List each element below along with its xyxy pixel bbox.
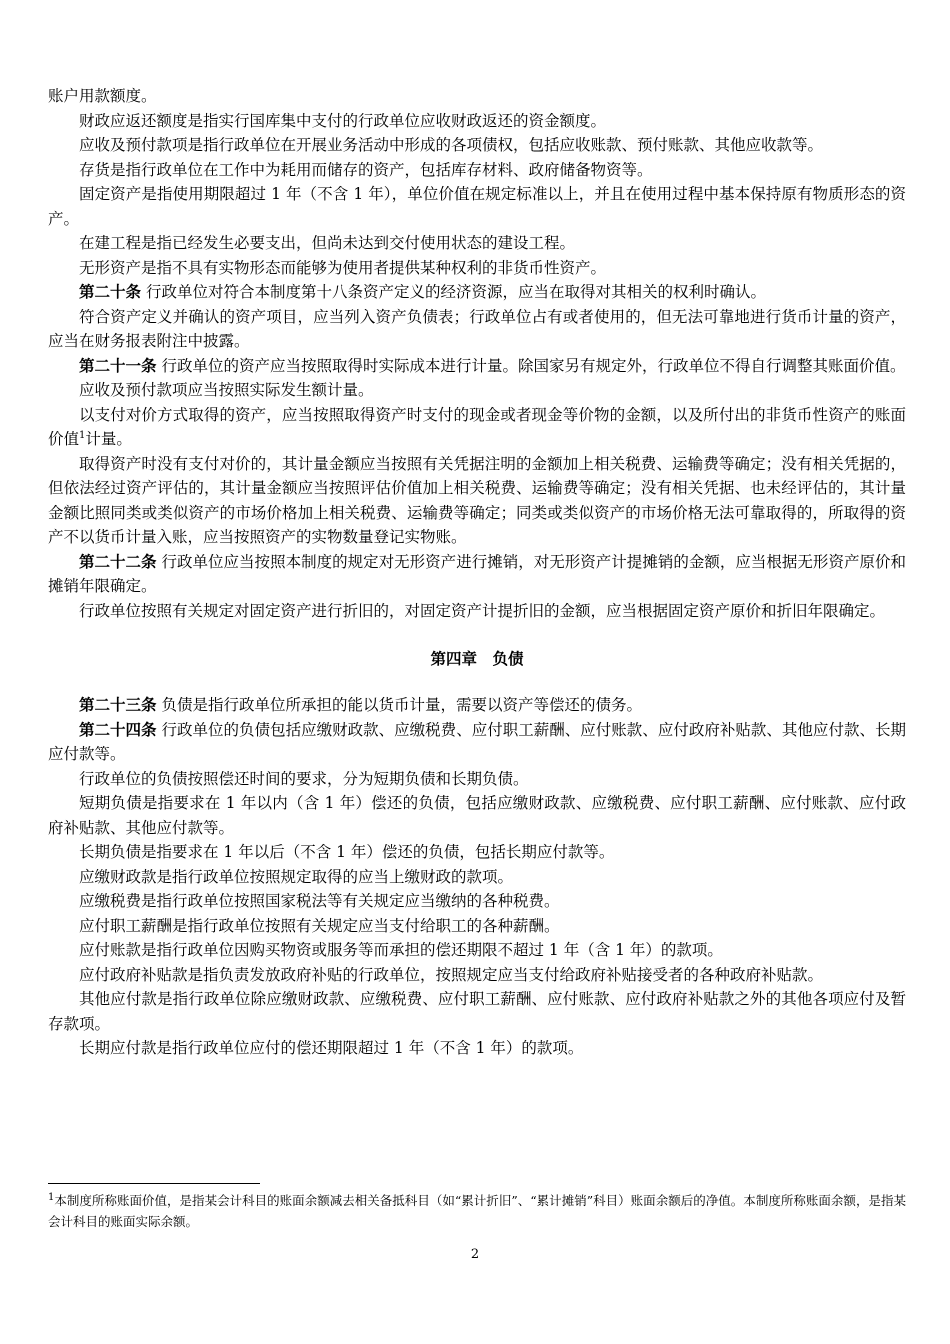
- paragraph-text: 无形资产是指不具有实物形态而能够为使用者提供某种权利的非货币性资产。: [79, 258, 607, 277]
- paragraph-text: 行政单位的负债按照偿还时间的要求，分为短期负债和长期负债。: [79, 769, 529, 788]
- paragraph-text: 应缴财政款是指行政单位按照规定取得的应当上缴财政的款项。: [79, 867, 514, 886]
- paragraph: [48, 158, 906, 183]
- footnote-reference: 1: [79, 429, 86, 441]
- paragraph-text: 应付职工薪酬是指行政单位按照有关规定应当支付给职工的各种薪酬。: [79, 916, 560, 935]
- paragraph-text: 账户用款额度。: [48, 87, 157, 105]
- paragraph: [48, 693, 906, 718]
- paragraph-text: 行政单位的资产应当按照取得时实际成本进行计量。除国家另有规定外，行政单位不得自行调整其账面价值。: [156, 356, 906, 375]
- paragraph-text: 短期负债是指要求在 1 年以内（含 1 年）偿还的负债，包括应缴财政款、应缴税费、应付职工薪酬、应付账款、应付政府补贴款、其他应付款等。: [48, 794, 906, 837]
- paragraph-text: 行政单位应当按照本制度的规定对无形资产进行摊销，对无形资产计提摊销的金额，应当根据无形资产原价和摊销年限确定。: [48, 552, 906, 595]
- footnote-divider: [48, 1183, 260, 1184]
- paragraph: [48, 354, 906, 379]
- paragraph: [48, 182, 906, 231]
- paragraph: [48, 109, 906, 134]
- paragraph-text: 其他应付款是指行政单位除应缴财政款、应缴税费、应付职工薪酬、应付账款、应付政府补贴款之外的其他各项应付及暂存款项。: [48, 990, 906, 1033]
- paragraph-text: 负债是指行政单位所承担的能以货币计量，需要以资产等偿还的债务。: [156, 696, 642, 714]
- paragraph-text: 取得资产时没有支付对价的，其计量金额应当按照有关凭据注明的金额加上相关税费、运输费等确定；没有相关凭据的，但依法经过资产评估的，其计量金额应当按照评估价值加上相关税费、运输费等确定；没有相关凭据、也未经评估的，其计量金额比照同类或类似资产的市场价格加上相关税费、运输费等确定；同类或类似资产的市场价格无法可靠取得的，所取得的资产不以货币计量入账，应当按照资产的实物数量登记实物账。: [48, 454, 906, 546]
- paragraph-text: 应收及预付款项是指行政单位在开展业务活动中形成的各项债权，包括应收账款、预付账款、其他应收款等。: [79, 136, 824, 154]
- paragraph-text: 行政单位对符合本制度第十八条资产定义的经济资源，应当在取得对其相关的权利时确认。: [141, 283, 766, 301]
- chapter-title: 第四章 负债: [430, 650, 524, 668]
- paragraph: [48, 938, 906, 963]
- paragraph-text: 应缴税费是指行政单位按照国家税法等有关规定应当缴纳的各种税费。: [79, 892, 560, 910]
- paragraph: [48, 718, 906, 767]
- paragraph: [48, 305, 906, 354]
- footnote: [48, 1190, 906, 1232]
- paragraph: [48, 599, 906, 624]
- paragraph: [48, 133, 906, 158]
- article-number: 第二十四条: [79, 720, 157, 739]
- article-number: 第二十三条: [79, 696, 157, 714]
- paragraph: [48, 231, 906, 256]
- paragraph: [48, 280, 906, 305]
- paragraph-text: 长期负债是指要求在 1 年以后（不含 1 年）偿还的负债，包括长期应付款等。: [79, 843, 615, 861]
- paragraph: [48, 84, 906, 109]
- paragraph: [48, 550, 906, 599]
- paragraph: [48, 914, 906, 939]
- paragraph: [48, 256, 906, 281]
- paragraph-text: 存货是指行政单位在工作中为耗用而储存的资产，包括库存材料、政府储备物资等。: [79, 160, 653, 179]
- article-number: 第二十条: [79, 283, 142, 301]
- paragraph-text: 长期应付款是指行政单位应付的偿还期限超过 1 年（不含 1 年）的款项。: [79, 1039, 584, 1057]
- paragraph-text-tail: 计量。: [85, 430, 132, 448]
- section-liabilities: [48, 693, 906, 1061]
- footnote-text: 本制度所称账面价值，是指某会计科目的账面余额减去相关备抵科目（如“累计折旧”、“累计摊销”科目）账面余额后的净值。本制度所称账面余额，是指某会计科目的账面实际余额。: [48, 1193, 906, 1229]
- paragraph: [48, 452, 906, 550]
- paragraph-text: 行政单位的负债包括应缴财政款、应缴税费、应付职工薪酬、应付账款、应付政府补贴款、其他应付款、长期应付款等。: [48, 720, 906, 763]
- paragraph-text: 行政单位按照有关规定对固定资产进行折旧的，对固定资产计提折旧的金额，应当根据固定资产原价和折旧年限确定。: [79, 601, 886, 620]
- paragraph: [48, 378, 906, 403]
- paragraph: [48, 889, 906, 914]
- paragraph: [48, 840, 906, 865]
- paragraph: [48, 1036, 906, 1061]
- paragraph-text: 固定资产是指使用期限超过 1 年（不含 1 年），单位价值在规定标准以上，并且在使用过程中基本保持原有物质形态的资产。: [48, 185, 906, 228]
- section-assets: [48, 84, 906, 623]
- paragraph-text: 符合资产定义并确认的资产项目，应当列入资产负债表；行政单位占有或者使用的，但无法可靠地进行货币计量的资产，应当在财务报表附注中披露。: [48, 307, 906, 350]
- paragraph-text: 应收及预付款项应当按照实际发生额计量。: [79, 381, 374, 399]
- page-number: 2: [470, 1247, 480, 1262]
- paragraph: [48, 963, 906, 988]
- document-body: [48, 84, 906, 1061]
- paragraph: [48, 767, 906, 792]
- paragraph: [48, 791, 906, 840]
- paragraph-text: 在建工程是指已经发生必要支出，但尚未达到交付使用状态的建设工程。: [79, 234, 576, 252]
- footnote-mark: 1: [48, 1191, 55, 1203]
- article-number: 第二十二条: [79, 552, 157, 571]
- paragraph: [48, 987, 906, 1036]
- paragraph-text: 以支付对价方式取得的资产，应当按照取得资产时支付的现金或者现金等价物的金额，以及所付出的非货币性资产的账面价值: [48, 405, 906, 448]
- paragraph-text: 财政应返还额度是指实行国库集中支付的行政单位应收财政返还的资金额度。: [79, 111, 607, 130]
- paragraph: [48, 865, 906, 890]
- paragraph-text: 应付账款是指行政单位因购买物资或服务等而承担的偿还期限不超过 1 年（含 1 年）的款项。: [79, 941, 723, 959]
- paragraph-text: 应付政府补贴款是指负责发放政府补贴的行政单位，按照规定应当支付给政府补贴接受者的各种政府补贴款。: [79, 965, 824, 984]
- paragraph: [48, 403, 906, 452]
- article-number: 第二十一条: [79, 356, 157, 375]
